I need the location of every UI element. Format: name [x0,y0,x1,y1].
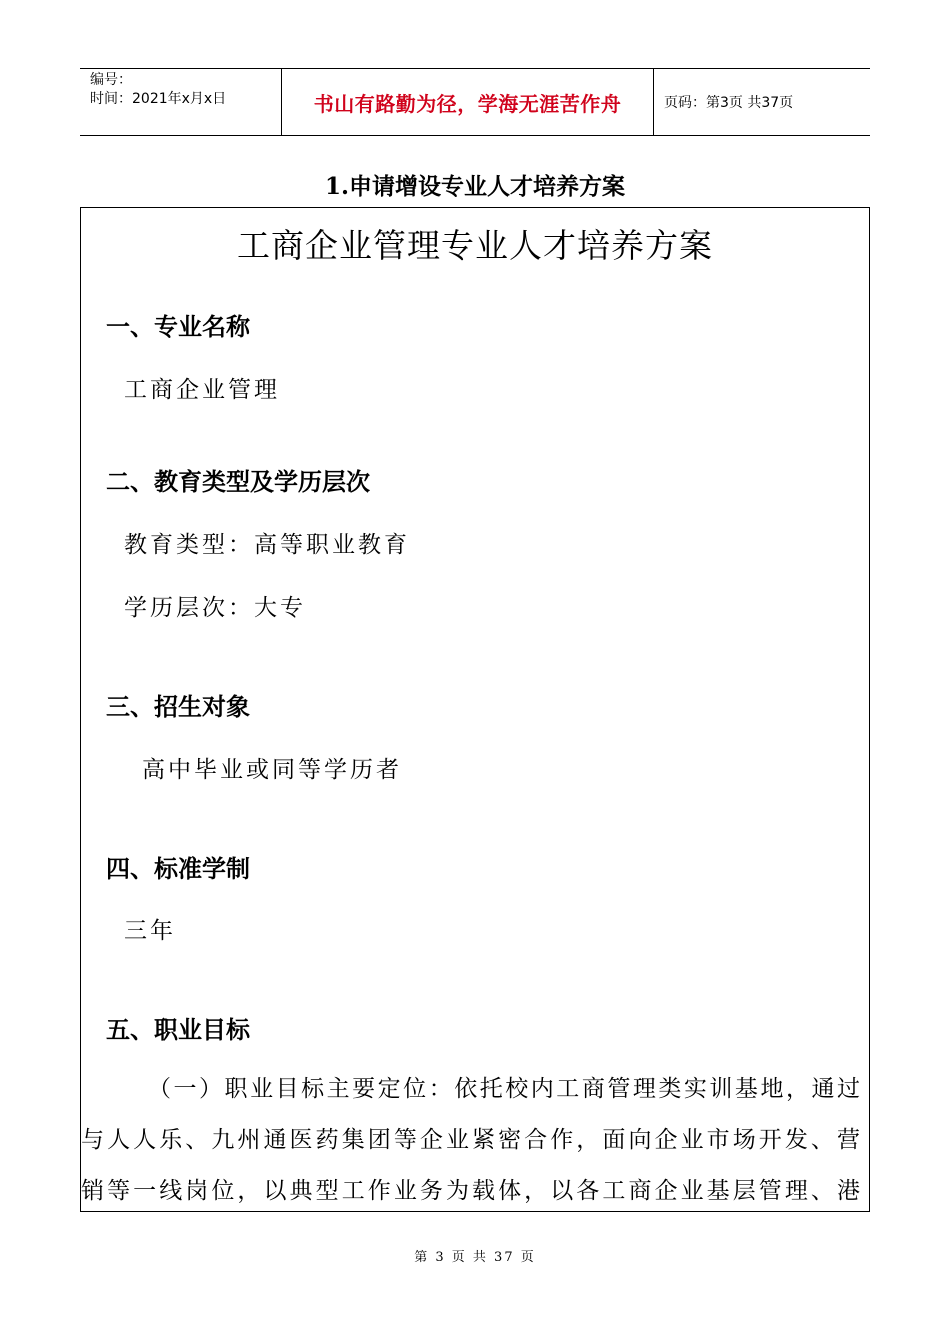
enrollment-text: 高中毕业或同等学历者 [142,757,402,783]
page-header [80,68,870,136]
page-footer: 第 3 页 共 37 页 [414,1250,536,1265]
education-level-text: 学历层次：大专 [124,595,306,621]
number-label: 编号： [90,72,132,88]
paragraph-line: 销等一线岗位，以典型工作业务为载体，以各工商企业基层管理、港 [81,1178,860,1204]
section-title-major-name: 一、专业名称 [106,313,250,341]
section-title-education-type: 二、教育类型及学历层次 [106,468,370,496]
section-title-enrollment: 三、招生对象 [106,693,250,721]
paragraph-line: 与人人乐、九州通医药集团等企业紧密合作，面向企业市场开发、营 [81,1127,860,1153]
major-name-text: 工商企业管理 [124,377,280,403]
duration-text: 三年 [124,918,176,944]
date-label: 时间：2021年x月x日 [90,91,227,107]
section-title-career-goal: 五、职业目标 [106,1016,250,1044]
section-title-duration: 四、标准学制 [106,855,250,883]
document-heading: 1.申请增设专业人才培养方案 [324,173,625,200]
header-page-info: 页码：第3页 共37页 [664,95,794,111]
career-goal-paragraph [81,1064,871,1217]
plan-title: 工商企业管理专业人才培养方案 [237,226,713,265]
education-type-text: 教育类型：高等职业教育 [124,532,410,558]
header-motto: 书山有路勤为径，学海无涯苦作舟 [282,69,654,135]
content-box [80,207,870,1212]
paragraph-line: （一）职业目标主要定位：依托校内工商管理类实训基地，通过 [148,1076,860,1102]
header-meta [80,69,282,135]
